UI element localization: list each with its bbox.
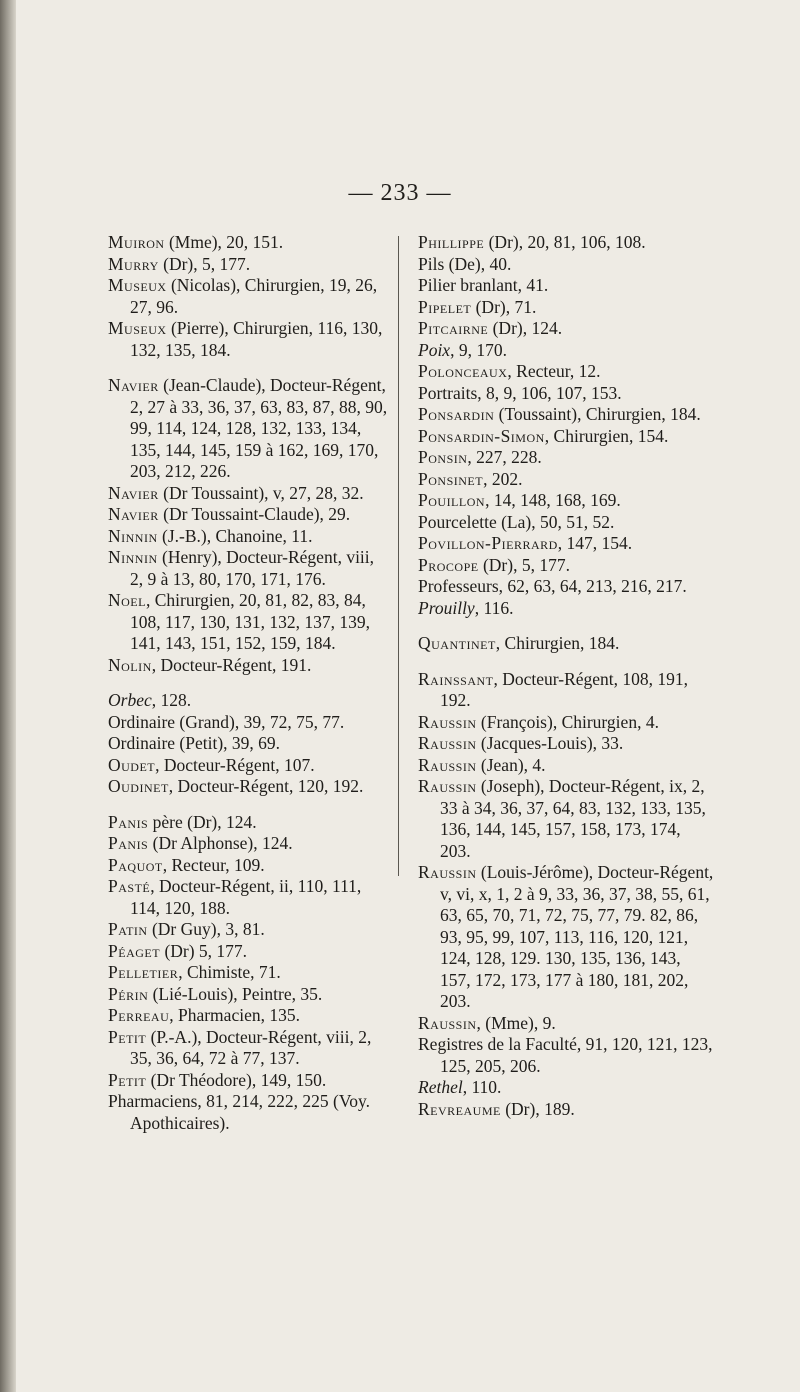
- index-entry: [418, 733, 714, 755]
- entry-heading: Muiron: [108, 232, 165, 252]
- entry-text: Pils (De), 40.: [418, 253, 512, 274]
- entry-text: (François), Chirurgien, 4.: [476, 711, 659, 732]
- entry-text: (Dr), 20, 81, 106, 108.: [484, 232, 646, 252]
- entry-heading: Ninnin: [108, 525, 158, 546]
- entry-text: Registres de la Faculté, 91, 120, 121, 123, 125, 205, 206.: [418, 1034, 713, 1076]
- index-entry: [108, 1027, 390, 1070]
- index-entry: [418, 1034, 714, 1077]
- entry-heading: Raussin: [418, 711, 477, 732]
- index-entry: [108, 984, 390, 1006]
- index-entry: [418, 318, 714, 340]
- index-entry: [108, 375, 390, 483]
- entry-heading: Ponsardin: [418, 404, 495, 424]
- entry-text: (P.-A.), Docteur-Régent, viii, 2, 35, 36, 64, 72 à 77, 137.: [130, 1026, 372, 1068]
- entry-text: Professeurs, 62, 63, 64, 213, 216, 217.: [418, 576, 687, 596]
- index-entry: [418, 1099, 714, 1121]
- entry-heading: Raussin: [418, 754, 477, 775]
- entry-text: , 147, 154.: [557, 533, 633, 553]
- entry-heading: Prouilly: [418, 597, 475, 618]
- entry-heading: Péaget: [108, 940, 161, 961]
- index-entry: [108, 590, 390, 655]
- entry-heading: Raussin: [418, 862, 477, 882]
- index-entry: [108, 504, 390, 526]
- entry-heading: Pitcairne: [418, 318, 489, 338]
- index-entry: [418, 555, 714, 577]
- index-entry: [108, 876, 390, 919]
- index-entry: [418, 862, 714, 1013]
- entry-text: Pourcelette (La), 50, 51, 52.: [418, 511, 615, 532]
- entry-heading: Oudet: [108, 754, 156, 775]
- index-entry: [418, 340, 714, 362]
- index-entry: [108, 833, 390, 855]
- entry-text: (Jean), 4.: [476, 754, 546, 775]
- entry-heading: Orbec: [108, 690, 152, 710]
- entry-heading: Noel: [108, 590, 146, 610]
- index-column-right: [418, 232, 714, 1134]
- entry-heading: Pouillon: [418, 490, 486, 510]
- index-entry: [418, 533, 714, 555]
- entry-heading: Revreaume: [418, 1098, 501, 1119]
- entry-heading: Navier: [108, 504, 159, 524]
- index-entry: [108, 547, 390, 590]
- index-entry: [108, 254, 390, 276]
- index-entry: [418, 404, 714, 426]
- index-group: [418, 669, 714, 1121]
- entry-heading: Paquot: [108, 854, 163, 875]
- index-entry: [108, 733, 390, 755]
- index-entry: [108, 1091, 390, 1134]
- entry-text: père (Dr), 124.: [148, 811, 257, 832]
- entry-text: (J.-B.), Chanoine, 11.: [157, 525, 313, 546]
- entry-text: Pilier branlant, 41.: [418, 275, 549, 295]
- entry-heading: Murry: [108, 253, 159, 274]
- index-entry: [108, 483, 390, 505]
- index-group: [108, 375, 390, 676]
- index-entry: [108, 712, 390, 734]
- entry-heading: Panis: [108, 811, 149, 832]
- index-entry: [108, 755, 390, 777]
- entry-text: , Docteur-Régent, 108, 191, 192.: [440, 668, 689, 710]
- entry-heading: Panis: [108, 833, 149, 853]
- entry-text: (Nicolas), Chirurgien, 19, 26, 27, 96.: [130, 275, 378, 317]
- index-entry: [108, 1070, 390, 1092]
- index-entry: [108, 232, 390, 254]
- index-entry: [108, 526, 390, 548]
- index-entry: [418, 254, 714, 276]
- index-entry: [418, 598, 714, 620]
- entry-text: , 227, 228.: [467, 447, 542, 467]
- entry-text: (Dr) 5, 177.: [160, 940, 248, 961]
- entry-text: (Dr), 189.: [500, 1098, 575, 1119]
- entry-text: , 202.: [483, 468, 523, 489]
- entry-heading: Raussin: [418, 1012, 477, 1033]
- entry-heading: Pelletier: [108, 962, 179, 982]
- entry-text: (Dr), 5, 177.: [158, 253, 251, 274]
- index-entry: [108, 655, 390, 677]
- index-group: [418, 633, 714, 655]
- entry-heading: Raussin: [418, 733, 477, 753]
- index-entry: [108, 1005, 390, 1027]
- index-group: [108, 232, 390, 361]
- index-group: [108, 690, 390, 798]
- page-number: — 233 —: [348, 180, 452, 206]
- index-entry: [418, 1077, 714, 1099]
- entry-heading: Oudinet: [108, 776, 169, 796]
- index-column-left: [108, 232, 390, 1148]
- entry-heading: Raussin: [418, 776, 477, 796]
- entry-text: , Chirurgien, 20, 81, 82, 83, 84, 108, 117, 130, 131, 132, 137, 139, 141, 143, 151, 152, 159, 184.: [130, 590, 370, 653]
- index-entry: [418, 447, 714, 469]
- entry-heading: Pipelet: [418, 296, 472, 317]
- entry-heading: Phillippe: [418, 232, 485, 252]
- entry-text: (Dr Toussaint), v, 27, 28, 32.: [158, 482, 364, 503]
- entry-heading: Museux: [108, 275, 167, 295]
- entry-text: (Dr Toussaint-Claude), 29.: [158, 504, 351, 524]
- entry-text: , 116.: [474, 597, 514, 618]
- index-entry: [418, 361, 714, 383]
- entry-heading: Petit: [108, 1026, 147, 1047]
- index-entry: [418, 426, 714, 448]
- index-entry: [418, 755, 714, 777]
- entry-text: Pharmaciens, 81, 214, 222, 225 (Voy. Apothicaires).: [108, 1091, 370, 1133]
- index-entry: [418, 776, 714, 862]
- entry-heading: Ponsin: [418, 447, 468, 467]
- entry-text: , Chirurgien, 154.: [544, 425, 669, 446]
- index-group: [418, 232, 714, 619]
- index-entry: [108, 941, 390, 963]
- index-entry: [418, 275, 714, 297]
- entry-text: (Dr Alphonse), 124.: [148, 833, 293, 853]
- entry-heading: Rainssant: [418, 668, 494, 689]
- page-edge-shadow: [0, 0, 16, 1392]
- index-entry: [418, 232, 714, 254]
- entry-heading: Povillon-Pierrard: [418, 533, 558, 553]
- entry-heading: Ponsardin-Simon: [418, 425, 545, 446]
- entry-heading: Navier: [108, 375, 159, 395]
- entry-text: (Toussaint), Chirurgien, 184.: [494, 404, 701, 424]
- entry-text: , Recteur, 12.: [507, 361, 601, 381]
- entry-text: Portraits, 8, 9, 106, 107, 153.: [418, 382, 622, 403]
- entry-text: (Jean-Claude), Docteur-Régent, 2, 27 à 33, 36, 37, 63, 83, 87, 88, 90, 99, 114, 124, 128, 132, 133, 134, 135, 144, 145, 159 à 162, 169, 170, 203, 212, 226.: [130, 375, 388, 481]
- index-entry: [418, 512, 714, 534]
- entry-text: , Docteur-Régent, ii, 110, 111, 114, 120, 188.: [130, 876, 362, 918]
- entry-heading: Polonceaux: [418, 361, 508, 381]
- index-entry: [418, 469, 714, 491]
- index-entry: [108, 812, 390, 834]
- entry-text: , Docteur-Régent, 120, 192.: [168, 776, 364, 796]
- entry-text: , 128.: [151, 690, 192, 710]
- entry-heading: Ponsinet: [418, 468, 484, 489]
- entry-heading: Poix: [418, 339, 451, 360]
- entry-text: , Pharmacien, 135.: [169, 1005, 300, 1025]
- index-entry: [108, 919, 390, 941]
- index-entry: [418, 383, 714, 405]
- index-entry: [108, 275, 390, 318]
- entry-text: , 14, 148, 168, 169.: [485, 490, 621, 510]
- entry-heading: Museux: [108, 318, 167, 338]
- index-entry: [108, 318, 390, 361]
- index-entry: [418, 576, 714, 598]
- index-entry: [108, 690, 390, 712]
- entry-heading: Procope: [418, 554, 479, 575]
- entry-text: Ordinaire (Grand), 39, 72, 75, 77.: [108, 711, 345, 732]
- entry-text: (Dr), 5, 177.: [478, 554, 570, 575]
- entry-text: (Louis-Jérôme), Docteur-Régent, v, vi, x, 1, 2 à 9, 33, 36, 37, 38, 55, 61, 63, 65, 70, 71, 72, 75, 77, 79. 82, 86, 93, 95, 99, 107, 113, 116, 120, 121, 124, 128, 129. 130, 135, 136, 143, 157, 172, 173, 177 à 180, 181, 202, 203.: [440, 862, 714, 1011]
- entry-heading: Ninnin: [108, 547, 158, 567]
- index-entry: [418, 633, 714, 655]
- entry-heading: Perreau: [108, 1005, 170, 1025]
- entry-text: (Dr), 71.: [471, 296, 537, 317]
- entry-heading: Quantinet: [418, 633, 496, 653]
- entry-heading: Rethel: [418, 1077, 463, 1097]
- index-entry: [108, 962, 390, 984]
- entry-text: (Lié-Louis), Peintre, 35.: [148, 983, 323, 1004]
- entry-heading: Périn: [108, 983, 149, 1004]
- entry-text: (Mme), 20, 151.: [164, 232, 284, 252]
- entry-heading: Nolin: [108, 654, 152, 675]
- index-group: [108, 812, 390, 1135]
- entry-text: (Dr Guy), 3, 81.: [147, 919, 265, 939]
- index-entry: [418, 712, 714, 734]
- entry-text: (Henry), Docteur-Régent, viii, 2, 9 à 13, 80, 170, 171, 176.: [130, 547, 375, 589]
- index-entry: [418, 669, 714, 712]
- entry-text: (Pierre), Chirurgien, 116, 130, 132, 135, 184.: [130, 318, 383, 360]
- entry-text: , Chimiste, 71.: [178, 962, 281, 982]
- entry-text: , Chirurgien, 184.: [495, 633, 620, 653]
- entry-text: , 9, 170.: [450, 339, 507, 360]
- index-entry: [108, 776, 390, 798]
- entry-text: (Dr Théodore), 149, 150.: [146, 1069, 327, 1090]
- entry-text: , Recteur, 109.: [162, 854, 265, 875]
- entry-text: Ordinaire (Petit), 39, 69.: [108, 733, 281, 753]
- column-divider: [398, 236, 399, 876]
- index-entry: [418, 1013, 714, 1035]
- entry-text: , 110.: [462, 1077, 502, 1097]
- entry-text: (Dr), 124.: [488, 318, 563, 338]
- index-entry: [418, 297, 714, 319]
- entry-text: (Jacques-Louis), 33.: [476, 733, 624, 753]
- entry-text: , Docteur-Régent, 191.: [151, 654, 312, 675]
- index-entry: [108, 855, 390, 877]
- index-entry: [418, 490, 714, 512]
- entry-heading: Navier: [108, 482, 159, 503]
- entry-heading: Petit: [108, 1069, 147, 1090]
- entry-text: (Joseph), Docteur-Régent, ix, 2, 33 à 34, 36, 37, 64, 83, 132, 133, 135, 136, 144, 145, 157, 158, 173, 174, 203.: [440, 776, 706, 861]
- entry-heading: Pasté: [108, 876, 151, 896]
- entry-text: , Docteur-Régent, 107.: [155, 754, 315, 775]
- entry-heading: Patin: [108, 919, 148, 939]
- entry-text: , (Mme), 9.: [476, 1012, 556, 1033]
